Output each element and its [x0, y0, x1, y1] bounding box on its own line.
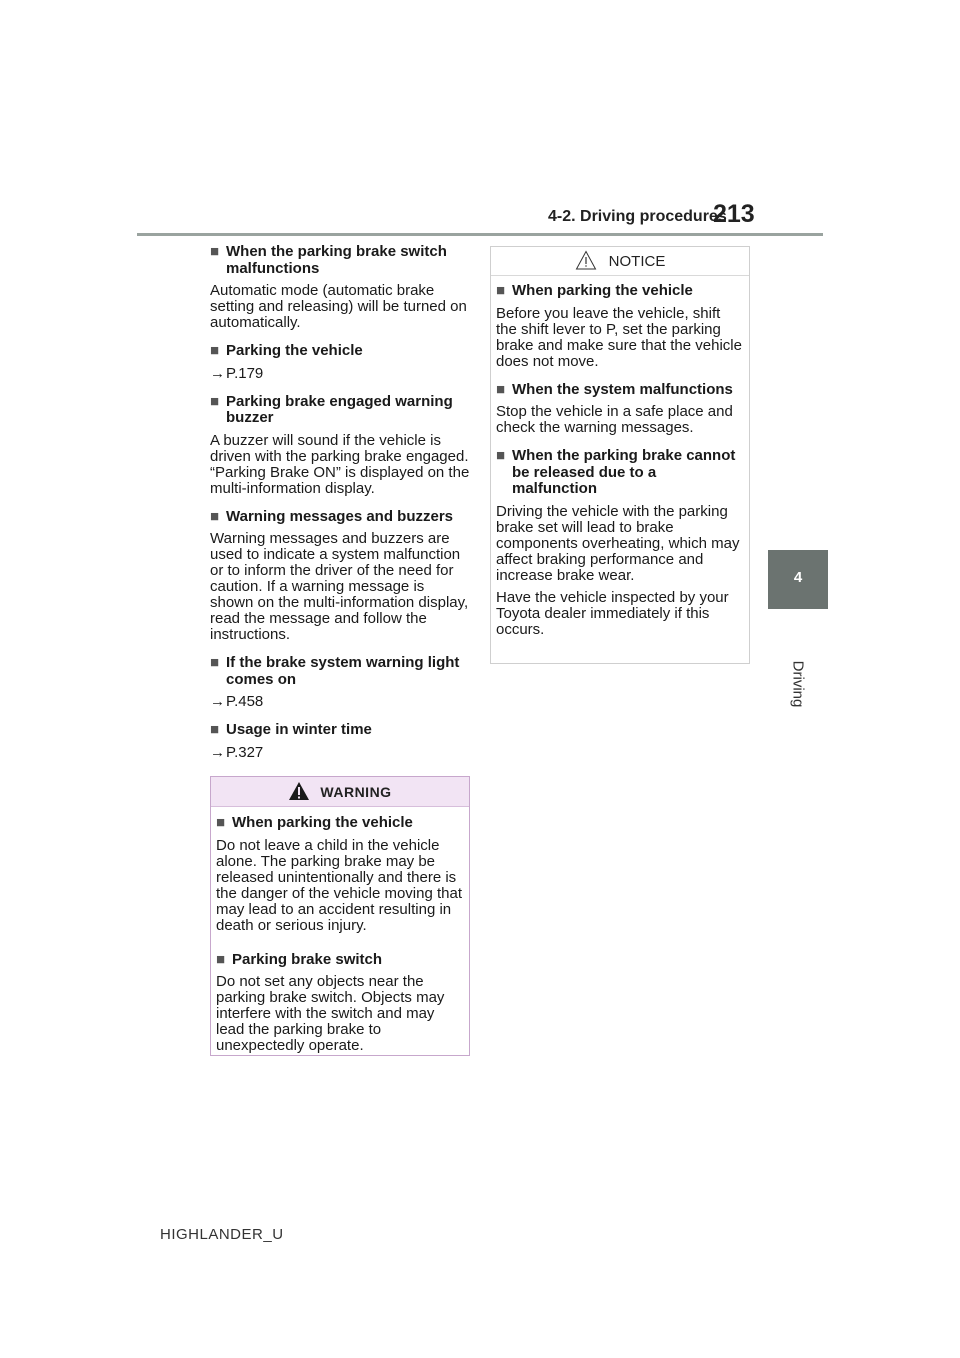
notice-title: NOTICE — [608, 253, 666, 270]
square-bullet-icon: ■ — [210, 654, 220, 671]
chapter-number: 4 — [793, 569, 803, 586]
notice-box — [490, 246, 750, 664]
heading-notice-parking: ■ When parking the vehicle — [496, 282, 693, 299]
heading-winter-usage: ■ Usage in winter time — [210, 721, 372, 738]
heading-warning-messages: ■ Warning messages and buzzers — [210, 507, 454, 525]
page-reference[interactable]: →P.179 — [210, 364, 264, 382]
warning-body — [211, 807, 469, 1054]
chapter-label-text: Driving — [789, 660, 807, 708]
heading-warning-buzzer: ■ Parking brake engaged warning buzzer — [210, 392, 453, 426]
text-automatic-mode: Automatic mode (automatic brake setting and releasing) will be turned on automatically. — [210, 282, 467, 331]
warning-title: WARNING — [320, 784, 392, 800]
notice-body — [491, 276, 749, 638]
left-column — [210, 244, 470, 767]
arrow-right-icon: → — [210, 743, 225, 761]
square-bullet-icon: ■ — [496, 380, 506, 398]
chapter-tab[interactable] — [768, 550, 828, 609]
notice-header — [491, 247, 749, 276]
square-bullet-icon: ■ — [496, 447, 506, 464]
square-bullet-icon: ■ — [210, 721, 220, 738]
text-warning-child: Do not leave a child in the vehicle alone. The parking brake may be released unintentionally and there is the danger of the vehicle moving that may lead to an accident resulting in death or serious injury. — [216, 836, 462, 934]
arrow-right-icon: → — [210, 364, 225, 382]
heading-notice-release: ■ When the parking brake cannot be released due to a malfunction — [496, 447, 736, 497]
square-bullet-icon: ■ — [210, 243, 220, 260]
text-notice-inspect: Have the vehicle inspected by your Toyota dealer immediately if this occurs. — [496, 588, 729, 638]
heading-warning-switch: ■ Parking brake switch — [216, 950, 383, 968]
warning-header — [211, 777, 469, 807]
heading-parking-vehicle: ■ Parking the vehicle — [210, 342, 363, 359]
square-bullet-icon: ■ — [210, 507, 220, 525]
page-reference[interactable]: →P.458 — [210, 693, 264, 710]
footer-model: HIGHLANDER_U — [160, 1226, 284, 1243]
page-reference[interactable]: →P.327 — [210, 743, 264, 761]
square-bullet-icon: ■ — [210, 392, 220, 410]
warning-box — [210, 776, 470, 1056]
square-bullet-icon: ■ — [496, 282, 506, 299]
heading-notice-malfunction: ■ When the system malfunctions — [496, 380, 733, 398]
page-number: 213 — [713, 200, 755, 228]
text-buzzer: A buzzer will sound if the vehicle is driven with the parking brake engaged. “Parking Brake ON” is displayed on the multi-information display. — [210, 431, 470, 497]
square-bullet-icon: ■ — [210, 342, 220, 359]
heading-warning-parking: ■ When parking the vehicle — [216, 814, 413, 831]
text-notice-shift: Before you leave the vehicle, shift the shift lever to P, set the parking brake and make sure that the vehicle does not move. — [496, 304, 742, 370]
text-notice-stop: Stop the vehicle in a safe place and check the warning messages. — [496, 403, 733, 436]
text-notice-overheating: Driving the vehicle with the parking brake set will lead to brake components overheating, which may affect braking performance and increase brake wear. — [496, 502, 740, 584]
header-divider — [137, 233, 823, 236]
square-bullet-icon: ■ — [216, 950, 226, 968]
chapter-label — [786, 660, 810, 708]
warning-triangle-icon — [288, 781, 310, 801]
text-warning-messages: Warning messages and buzzers are used to indicate a system malfunction or to inform the driver of the need for caution. If a warning message is shown on the multi-information display, read the message and follow the instructions. — [210, 530, 469, 643]
heading-switch-malfunction: ■ When the parking brake switch malfunctions — [210, 243, 447, 277]
square-bullet-icon: ■ — [216, 814, 226, 831]
arrow-right-icon: → — [210, 693, 225, 710]
section-title: 4-2. Driving procedures — [548, 208, 727, 225]
heading-brake-light: ■ If the brake system warning light comes on — [210, 654, 460, 688]
caution-triangle-icon — [575, 250, 597, 270]
text-warning-objects: Do not set any objects near the parking brake switch. Objects may interfere with the switch and may lead the parking brake to unexpectedly operate. — [216, 973, 445, 1054]
